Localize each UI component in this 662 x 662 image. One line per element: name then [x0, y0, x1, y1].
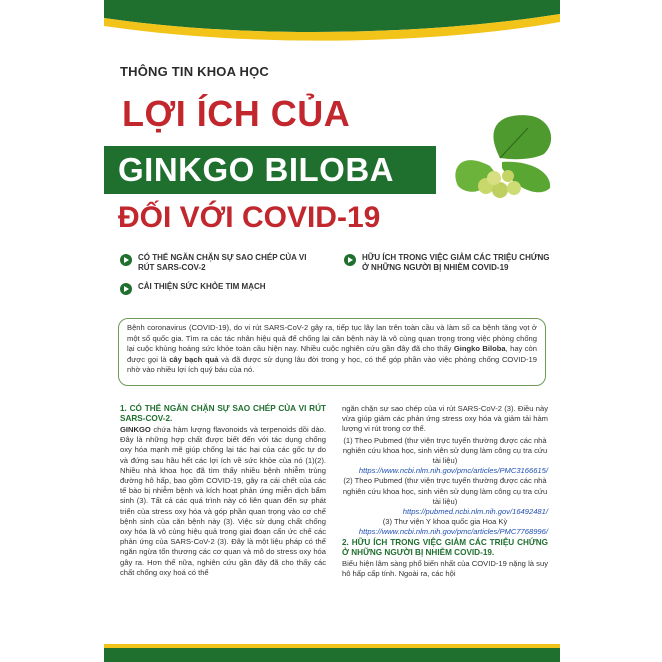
article-page [104, 0, 560, 662]
title-line-3: ĐỐI VỚI COVID-19 [118, 201, 381, 234]
reference-text: (1) Theo Pubmed (thư viện trực tuyến thường được các nhà nghiên cứu khoa học, sinh viên sử dụng làm công cụ tra cứu tài liệu) [342, 435, 548, 466]
play-circle-icon [344, 254, 356, 266]
title-line-2: GINKGO BILOBA [118, 151, 394, 188]
paragraph-text: ngăn chặn sự sao chép của vi rút SARS-CoV-2 (3). Điều này vừa giúp giảm các phản ứng stress oxy hóa và giảm tải hàm lượng vi rút trong cơ thể. [342, 404, 548, 434]
paragraph-text: Biểu hiện lâm sàng phổ biến nhất của COVID-19 nặng là suy hô hấp cấp tính. Ngoài ra, các hội [342, 558, 548, 578]
benefit-text: CÓ THỂ NGĂN CHẶN SỰ SAO CHÉP CỦA VI RÚT SARS-COV-2 [138, 253, 307, 272]
intro-text: và đã được sử dụng lâu đời trong y học, có thể góp phần vào việc phòng chống COVID-19 nhờ vào nhiều lợi ích quý báu của nó. [127, 354, 537, 375]
reference-text: (2) Theo Pubmed (thư viện trực tuyến thường được các nhà nghiên cứu khoa học, sinh viên sử dụng làm công cụ tra cứu tài liệu) [342, 476, 548, 506]
play-circle-icon [120, 283, 132, 295]
benefit-text: HỮU ÍCH TRONG VIỆC GIẢM CÁC TRIỆU CHỨNG Ở NHỮNG NGƯỜI BỊ NHIỄM COVID-19 [362, 253, 550, 272]
play-circle-icon [120, 254, 132, 266]
benefit-text: CẢI THIỆN SỨC KHỎE TIM MẠCH [138, 282, 266, 291]
ginkgo-leaf-icon [440, 110, 560, 202]
lead-word: GINKGO [120, 425, 151, 434]
intro-box [118, 318, 546, 386]
intro-bold: cây bạch quả [169, 354, 219, 364]
bottom-banner [104, 648, 560, 662]
section-heading-2: 2. HỮU ÍCH TRONG VIỆC GIẢM CÁC TRIỆU CHỨNG Ở NHỮNG NGƯỜI BỊ NHIỄM COVID-19. [342, 537, 548, 557]
reference-text: (3) Thư viện Y khoa quốc gia Hoa Kỳ [382, 517, 508, 527]
left-column [120, 404, 326, 579]
paragraph-text: chứa hàm lượng flavonoids và terpenoids dồi dào. Đây là những hợp chất được biết đến với tác dụng chống oxy hóa mạnh mẽ giúp chống lại tác hại của các gốc tự do và đứng sau hầu hết các lợi ích về sức khỏe của nó (1)(2). Nhiều nhà khoa học đã tìm thấy nhiều bệnh nhiễm trùng đường hô hấp, bao gồm COVID-19, gây ra cái chết của các tế bào bị nhiễm bệnh và kích hoạt phản ứng miễn dịch bẩm sinh (3). Tất cả các quá trình này có liên quan đến sự phát triển của stress oxy hóa và góp phần quan trọng vào cơ chế bệnh sinh của căn bệnh này (3). Việc sử dụng chất chống oxy hóa là vô cùng hiệu quả trong giai đoạn cấn ức chế các phản ứng của SARS-CoV-2 (3). Đây là một liệu pháp có thể ngăn ngừa tổn thương các cơ quan và mô do stress oxy hóa gây ra. Hơn thế nữa, nghiên cứu gần đây đã cho thấy các chất chống oxy hoá có thể [120, 425, 326, 577]
intro-text: , hay còn được gọi là [127, 344, 537, 364]
reference-link[interactable]: https://www.ncbi.nlm.nih.gov/pmc/articles/PMC3166615/ [358, 466, 548, 476]
section-paragraph [120, 425, 326, 578]
benefit-item-3 [344, 253, 554, 273]
reference-link[interactable]: https://pubmed.ncbi.nlm.nih.gov/16492481/ [402, 507, 548, 517]
intro-text: Bệnh coronavirus (COVID-19), do vi rút SARS-CoV-2 gây ra, tiếp tục lây lan trên toàn cầu và làm số ca bệnh tăng vọt ở một số quốc gia. Tìm ra các tác nhân hiệu quả để chống lại căn bệnh này là vô cùng quan trọng trong việc phòng chống lại cuộc khủng hoảng sức khỏe toàn cầu hiện nay. Nhiều cuộc nghiên cứu gần đây đã cho thấy [127, 323, 537, 354]
intro-bold: Gingko Biloba [453, 344, 506, 354]
benefit-item-1 [120, 253, 320, 273]
section-kicker: THÔNG TIN KHOA HỌC [120, 64, 269, 79]
title-line-1: LỢI ÍCH CỦA [122, 93, 351, 134]
reference-link[interactable]: https://www.ncbi.nlm.nih.gov/pmc/articles/PMC7768996/ [358, 527, 548, 537]
section-heading-1: 1. CÓ THỂ NGĂN CHẶN SỰ SAO CHÉP CỦA VI RÚT SARS-COV-2. [120, 404, 326, 423]
benefit-item-2 [120, 282, 320, 295]
right-column [342, 404, 548, 580]
top-banner [104, 0, 560, 46]
